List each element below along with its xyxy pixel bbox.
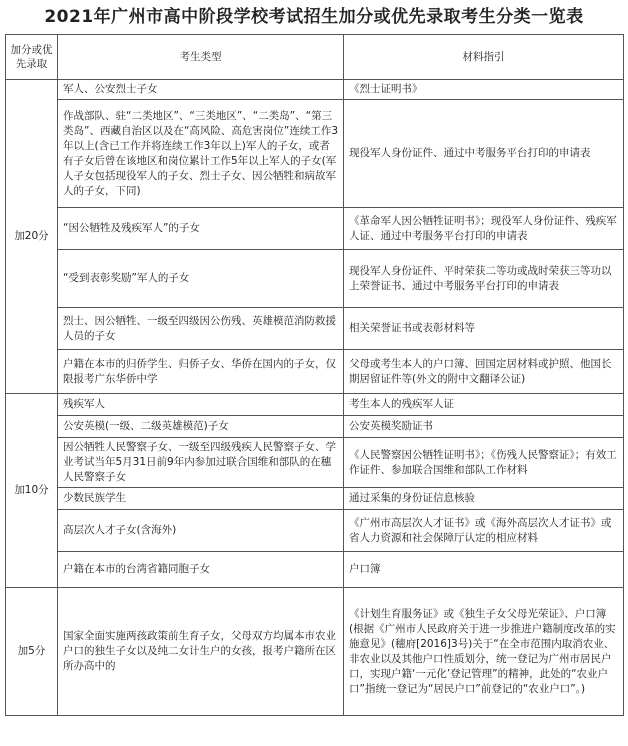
material-cell: 公安英模奖励证书	[344, 416, 624, 438]
type-cell: “受到表彰奖励”军人的子女	[58, 250, 344, 308]
material-cell: 《计划生育服务证》或《独生子女父母光荣证》、户口簿(根据《广州市人民政府关于进一步推进户籍制度改革的实施意见》(穗府[2016]3号)关于“在全市范围内取消农业、非农业以及其他户口性质划分，统一登记为广州市居民户口，实现户籍‘一元化’登记管理”的精神，此处的“农业户口”指统一登记为“居民户口”前登记的“农业户口”。)	[344, 588, 624, 716]
classification-table	[5, 34, 624, 716]
table-title: 2021年广州市高中阶段学校考试招生加分或优先录取考生分类一览表	[44, 7, 584, 27]
category-cell: 加10分	[6, 394, 58, 588]
type-cell: 高层次人才子女(含海外)	[58, 510, 344, 552]
header-type: 考生类型	[58, 35, 344, 80]
material-cell: 现役军人身份证件、通过中考服务平台打印的申请表	[344, 100, 624, 208]
category-cell: 加5分	[6, 588, 58, 716]
header-category: 加分或优先录取	[6, 35, 58, 80]
type-cell: 烈士、因公牺牲、一级至四级因公伤残、英雄模范消防救援人员的子女	[58, 308, 344, 350]
table-row	[6, 100, 624, 208]
material-cell: 户口簿	[344, 552, 624, 588]
material-cell: 《人民警察因公牺牲证明书》；《伤残人民警察证》；有效工作证件、参加联合国维和部队工作材料	[344, 438, 624, 488]
type-cell: 户籍在本市的归侨学生、归侨子女、华侨在国内的子女，仅限报考广东华侨中学	[58, 350, 344, 394]
material-cell: 相关荣誉证书或表彰材料等	[344, 308, 624, 350]
table-row	[6, 80, 624, 100]
type-cell: 户籍在本市的台湾省籍同胞子女	[58, 552, 344, 588]
table-row	[6, 552, 624, 588]
type-cell: “因公牺牲及残疾军人”的子女	[58, 208, 344, 250]
material-cell: 考生本人的残疾军人证	[344, 394, 624, 416]
material-cell: 父母或考生本人的户口簿、回国定居材料或护照、他国长期居留证件等(外文的附中文翻译公证)	[344, 350, 624, 394]
material-cell: 现役军人身份证件、平时荣获二等功或战时荣获三等功以上荣誉证书、通过中考服务平台打印的申请表	[344, 250, 624, 308]
header-row	[6, 35, 624, 80]
table-row	[6, 438, 624, 488]
type-cell: 残疾军人	[58, 394, 344, 416]
table-row	[6, 488, 624, 510]
material-cell: 《广州市高层次人才证书》或《海外高层次人才证书》或省人力资源和社会保障厅认定的相应材料	[344, 510, 624, 552]
type-cell: 因公牺牲人民警察子女、一级至四级残疾人民警察子女、学业考试当年5月31日前9年内参加过联合国维和部队的在穗人民警察子女	[58, 438, 344, 488]
table-row	[6, 394, 624, 416]
table-row	[6, 208, 624, 250]
table-row	[6, 250, 624, 308]
table-row	[6, 350, 624, 394]
type-cell: 作战部队、驻“二类地区”、“三类地区”、“二类岛”、“第三类岛”、西藏自治区以及在“高风险、高危害岗位”连续工作3年以上(含已工作并将连续工作3年以上)军人的子女，或者有子女后曾在该地区和岗位累计工作5年以上军人的子女(军人子女包括现役军人的子女、烈士子女、因公牺牲和病故军人的子女，下同)	[58, 100, 344, 208]
type-cell: 少数民族学生	[58, 488, 344, 510]
table-row	[6, 510, 624, 552]
material-cell: 《革命军人因公牺牲证明书》；现役军人身份证件、残疾军人证、通过中考服务平台打印的申请表	[344, 208, 624, 250]
table-row	[6, 416, 624, 438]
type-cell: 军人、公安烈士子女	[58, 80, 344, 100]
material-cell: 通过采集的身份证信息核验	[344, 488, 624, 510]
type-cell: 国家全面实施两孩政策前生育子女，父母双方均属本市农业户口的独生子女以及纯二女计生户的女孩，报考户籍所在区所办高中的	[58, 588, 344, 716]
table-row	[6, 308, 624, 350]
category-cell: 加20分	[6, 80, 58, 394]
material-cell: 《烈士证明书》	[344, 80, 624, 100]
type-cell: 公安英模(一级、二级英雄模范)子女	[58, 416, 344, 438]
header-material: 材料指引	[344, 35, 624, 80]
table-row	[6, 588, 624, 716]
